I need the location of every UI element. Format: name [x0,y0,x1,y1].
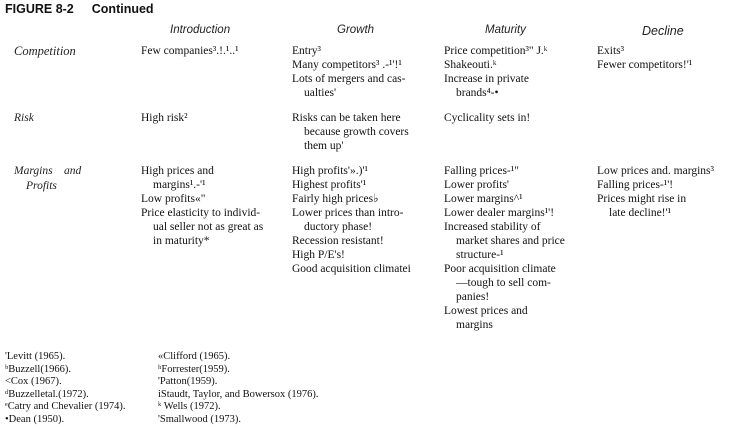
cell-line: Falling prices-¹'! [597,179,674,191]
reference-entry: <Cox (1967). [5,376,62,388]
cell-line: Low prices and. margins³ [597,165,714,177]
cell-line: margins¹.-'¹ [153,179,206,191]
cell-line: Exits³ [597,45,625,57]
row-label-line: Competition [14,44,76,58]
cell-line: Good acquisition climatei [292,263,411,275]
figure-title [5,2,154,16]
cell-line: Fairly high prices♭ [292,193,379,205]
cell-line: Lower profits' [444,179,509,191]
column-header-growth: Growth [337,24,375,36]
cell-line: Increase in private [444,73,529,85]
cell-decline [597,164,714,220]
cell-line: Entry³ [292,45,321,57]
cell-line: High profits'».)'¹ [292,165,368,177]
row-label-line: Profits [26,180,57,192]
cell-decline [597,44,692,72]
row-label [14,164,81,194]
column-header-introduction: Introduction [170,24,231,36]
row-label [14,44,76,59]
reference-entry: ᵈBuzzelletal.(1972). [5,388,89,400]
cell-line: margins [456,319,493,331]
cell-introduction [141,164,263,248]
cell-line: structure-¹ [456,249,504,261]
cell-line: because growth covers [304,126,409,138]
cell-growth [292,44,405,100]
reference-entry: iStaudt, Taylor, and Bowersox (1976). [158,388,319,400]
reference-entry: 'Smallwood (1973). [158,413,241,425]
figure-number: FIGURE 8-2 [5,2,74,16]
cell-line: them up' [304,140,344,152]
cell-line: Increased stability of [444,221,541,233]
cell-introduction [141,111,188,125]
cell-maturity [444,164,565,332]
reference-entry: ᵏ Wells (1972). [158,401,221,413]
cell-line: Lowest prices and [444,305,528,317]
cell-line: Few companies³.!.¹..¹ [141,45,239,57]
cell-line: Recession resistant! [292,235,384,247]
reference-entry: •Dean (1950). [5,413,65,425]
cell-line: ualties' [304,87,337,99]
cell-maturity [444,44,547,100]
reference-list-left [5,351,126,427]
row-label-line: Margins and [14,165,82,177]
cell-growth [292,111,409,153]
reference-entry: ᵉCatry and Chevalier (1974). [5,401,126,413]
cell-maturity [444,111,530,125]
column-header-maturity: Maturity [485,24,526,36]
cell-line: Cyclicality sets in! [444,112,531,124]
cell-line: —tough to sell com- [456,277,551,289]
cell-line: late decline!'¹ [609,207,672,219]
cell-line: Shakeouti.ᵏ [444,59,497,71]
cell-line: Fewer competitors!'¹ [597,59,693,71]
column-header-decline: Decline [642,24,684,38]
reference-list-right [158,351,319,427]
reference-entry: «Clifford (1965). [158,351,231,362]
cell-line: Highest profits'¹ [292,179,367,191]
row-label [14,111,34,126]
cell-line: High risk² [141,112,188,124]
cell-line: brands⁴-• [456,87,499,99]
figure-subtitle: Continued [91,2,154,16]
reference-entry: 'Levitt (1965). [5,351,66,362]
cell-line: ual seller not as great as [153,221,264,233]
cell-line: Low profits«" [141,193,206,205]
cell-line: Lower prices than intro- [292,207,404,219]
cell-line: panies! [456,291,490,303]
cell-line: Lower margins^¹ [444,193,523,205]
cell-line: Falling prices-¹" [444,165,519,177]
cell-line: Prices might rise in [597,193,687,205]
cell-line: in maturity* [153,235,210,247]
cell-line: Risks can be taken here [292,112,401,124]
cell-line: High P/E's! [292,249,345,261]
cell-line: ductory phase! [304,221,373,233]
cell-line: Lower dealer margins¹'! [444,207,555,219]
reference-entry: ᵇBuzzell(1966). [5,363,71,375]
reference-entry: 'Patton(1959). [158,376,218,388]
cell-line: market shares and price [456,235,565,247]
cell-line: Many competitors³ .-¹'!¹ [292,59,402,71]
cell-line: High prices and [141,165,214,177]
cell-line: Lots of mergers and cas- [292,73,406,85]
cell-growth [292,164,411,276]
cell-introduction [141,44,239,58]
reference-entry: ʰForrester(1959). [158,363,230,375]
cell-line: Poor acquisition climate [444,263,556,275]
cell-line: Price competition³" J.ᵏ [444,45,548,57]
row-label-line: Risk [14,112,34,124]
cell-line: Price elasticity to individ- [141,207,261,219]
